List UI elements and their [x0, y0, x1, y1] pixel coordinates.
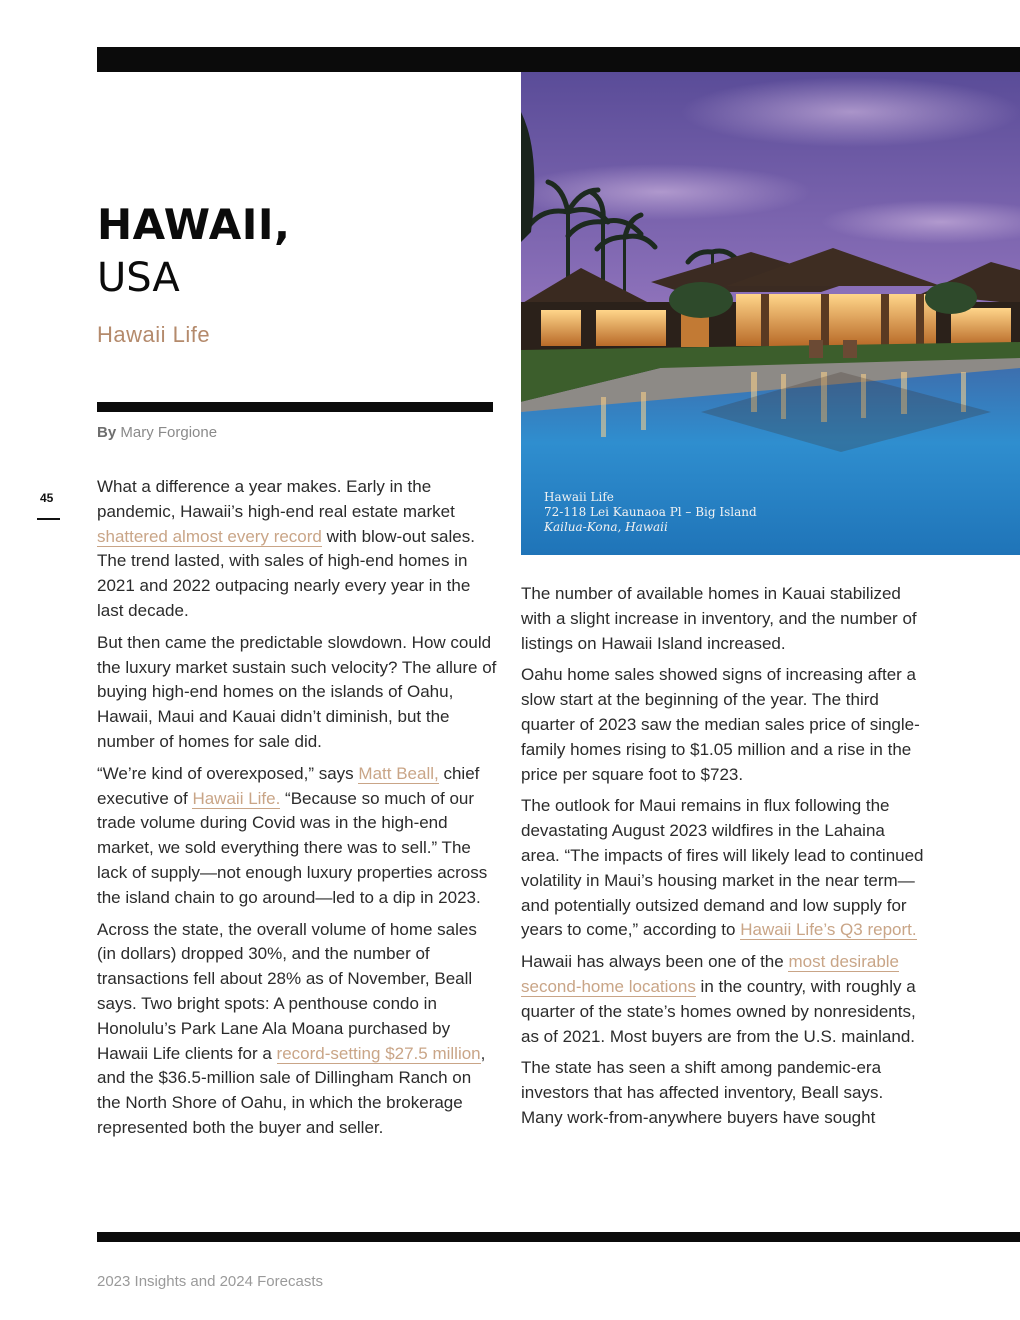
paragraph	[521, 794, 926, 943]
text-run: The outlook for Maui remains in flux following the devastating August 2023 wildfires in the Lahaina area. “The impacts of fires will likely lead to continued volatility in Maui’s housing market in the near term—and potentially outsized demand and low supply for years to come,” according to	[521, 796, 924, 940]
paragraph: But then came the predictable slowdown. How could the luxury market sustain such velocity? The allure of buying high-end homes on the islands of Oahu, Hawaii, Maui and Kauai didn’t diminish, but the number of homes for sale did.	[97, 632, 497, 751]
text-run: , and the $36.5-million sale of Dillingham Ranch on the North Shore of Oahu, in which the brokerage represented both the buyer and seller.	[97, 1043, 486, 1137]
text-run: What a difference a year makes. Early in the pandemic, Hawaii’s high-end real estate market	[97, 477, 455, 521]
title-divider-bar	[97, 402, 493, 412]
link-second-home-locations[interactable]: most desirable second-home locations	[521, 952, 900, 996]
page-title-line1: HAWAII,	[97, 200, 291, 249]
caption-address: 72-118 Lei Kaunaoa Pl – Big Island	[544, 505, 757, 519]
page-number-rule	[37, 518, 60, 520]
paragraph	[97, 918, 497, 1141]
paragraph	[97, 762, 497, 911]
byline-prefix: By	[97, 424, 117, 441]
text-run: in the country, with roughly a quarter of the state’s homes owned by nonresidents, as of 2021. Most buyers are from the U.S. mainland.	[521, 976, 916, 1046]
text-run: Across the state, the overall volume of home sales (in dollars) dropped 30%, and the number of transactions fell about 28% as of November, Beall says. Two bright spots: A penthouse condo in Honolulu’s Park Lane Ala Moana purchased by Hawaii Life clients for a	[97, 919, 477, 1063]
paragraph	[521, 950, 926, 1049]
page-number: 45	[40, 491, 54, 505]
brand-subtitle: Hawaii Life	[97, 322, 211, 347]
link-record-sales[interactable]: shattered almost every record	[97, 526, 322, 546]
page-title-line2: USA	[97, 255, 180, 301]
byline-author: Mary Forgione	[120, 424, 218, 441]
text-run: with blow-out sales. The trend lasted, with sales of high-end homes in 2021 and 2022 outpacing nearly every year in the last decade.	[97, 526, 475, 620]
footer-text: 2023 Insights and 2024 Forecasts	[97, 1273, 323, 1290]
text-run: “We’re kind of overexposed,” says	[97, 763, 359, 783]
photo-caption	[544, 490, 757, 535]
paragraph: Oahu home sales showed signs of increasing after a slow start at the beginning of the year. The third quarter of 2023 saw the median sales price of single-family homes rising to $1.05 million and a rise in the price per square foot to $723.	[521, 665, 920, 784]
text-run: Hawaii has always been one of the	[521, 952, 789, 972]
paragraph	[97, 475, 497, 624]
paragraph: The number of available homes in Kauai stabilized with a slight increase in inventory, and the number of listings on Hawaii Island increased.	[521, 584, 917, 653]
footer-black-bar	[97, 1232, 1020, 1242]
caption-location: Kailua-Kona, Hawaii	[544, 520, 668, 534]
link-q3-report[interactable]: Hawaii Life’s Q3 report.	[740, 920, 917, 940]
caption-brokerage: Hawaii Life	[544, 490, 614, 504]
link-record-setting-sale[interactable]: record-setting $27.5 million	[276, 1043, 481, 1063]
text-run: chief executive of	[97, 763, 480, 808]
article-right-column	[521, 582, 926, 1138]
article-left-column	[97, 475, 497, 1148]
top-black-bar	[97, 47, 1020, 72]
paragraph: The state has seen a shift among pandemic-era investors that has affected inventory, Beall says. Many work-from-anywhere buyers have sought	[521, 1058, 884, 1127]
byline	[97, 424, 217, 441]
text-run: “Because so much of our trade volume during Covid was in the high-end market, we sold everything there was to sell.” The lack of supply—not enough luxury properties across the island chain to go around—led to a dip in 2023.	[97, 788, 488, 907]
link-matt-beall[interactable]: Matt Beall,	[358, 763, 439, 783]
link-hawaii-life[interactable]: Hawaii Life.	[192, 788, 281, 808]
property-photo	[521, 72, 1020, 555]
